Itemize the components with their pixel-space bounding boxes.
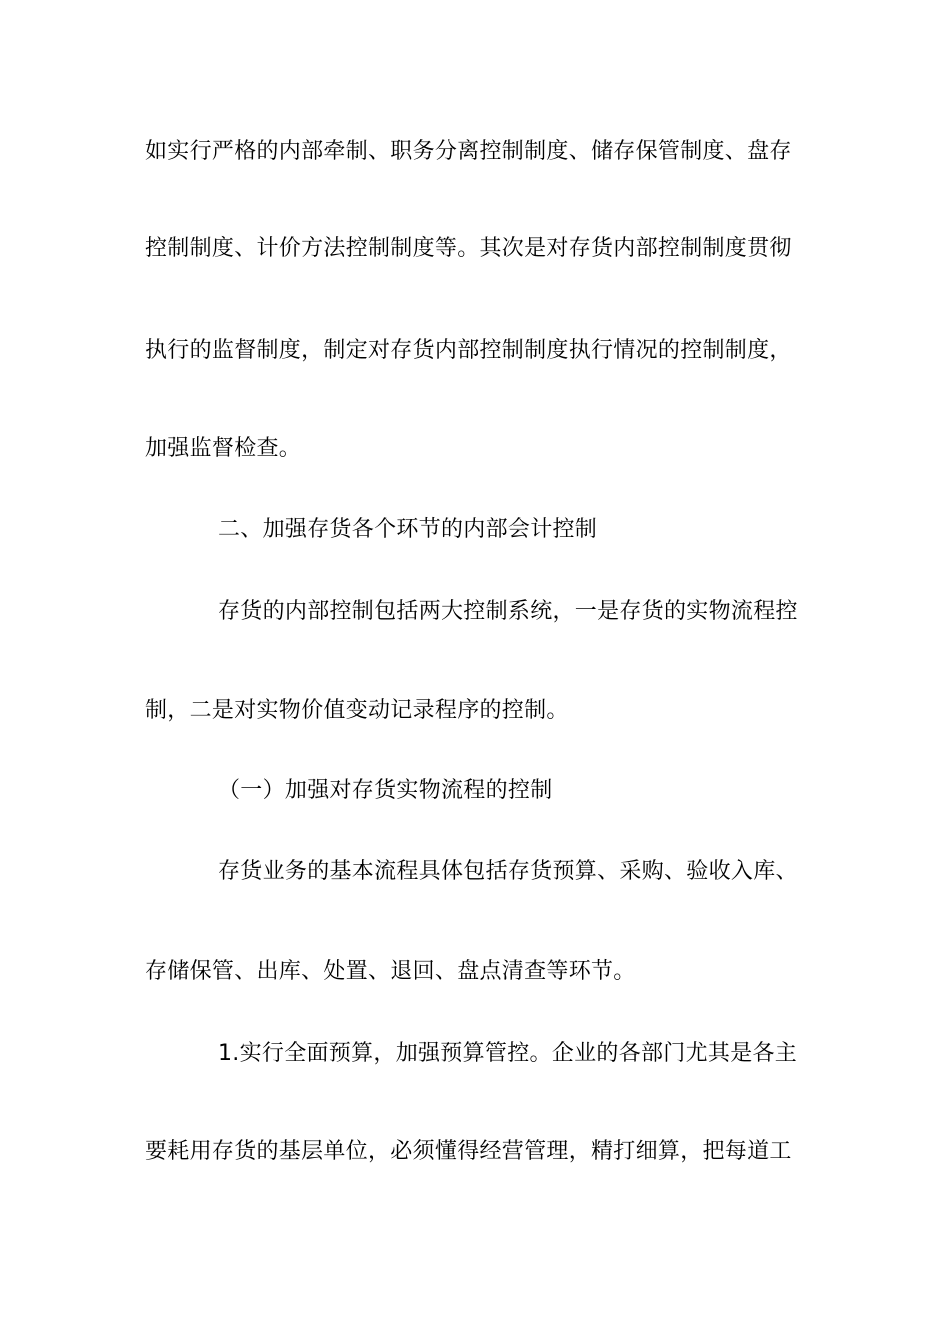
paragraph-line: 制，二是对实物价值变动记录程序的控制。 bbox=[145, 698, 569, 723]
paragraph-line: 如实行严格的内部牵制、职务分离控制制度、储存保管制度、盘存 bbox=[145, 139, 792, 164]
paragraph-line: 存储保管、出库、处置、退回、盘点清查等环节。 bbox=[145, 959, 636, 984]
paragraph-line: 存货业务的基本流程具体包括存货预算、采购、验收入库、 bbox=[218, 859, 798, 884]
paragraph-line: 加强监督检查。 bbox=[145, 436, 302, 461]
paragraph-line: 1.实行全面预算，加强预算管控。企业的各部门尤其是各主 bbox=[218, 1041, 798, 1066]
paragraph-line: 要耗用存货的基层单位，必须懂得经营管理，精打细算，把每道工 bbox=[145, 1139, 792, 1164]
section-heading: 二、加强存货各个环节的内部会计控制 bbox=[218, 517, 598, 542]
paragraph-line: 控制制度、计价方法控制制度等。其次是对存货内部控制制度贯彻 bbox=[145, 236, 792, 261]
paragraph-line: 存货的内部控制包括两大控制系统，一是存货的实物流程控 bbox=[218, 599, 798, 624]
subsection-heading: （一）加强对存货实物流程的控制 bbox=[218, 778, 553, 803]
paragraph-line: 执行的监督制度，制定对存货内部控制制度执行情况的控制制度， bbox=[145, 338, 792, 363]
